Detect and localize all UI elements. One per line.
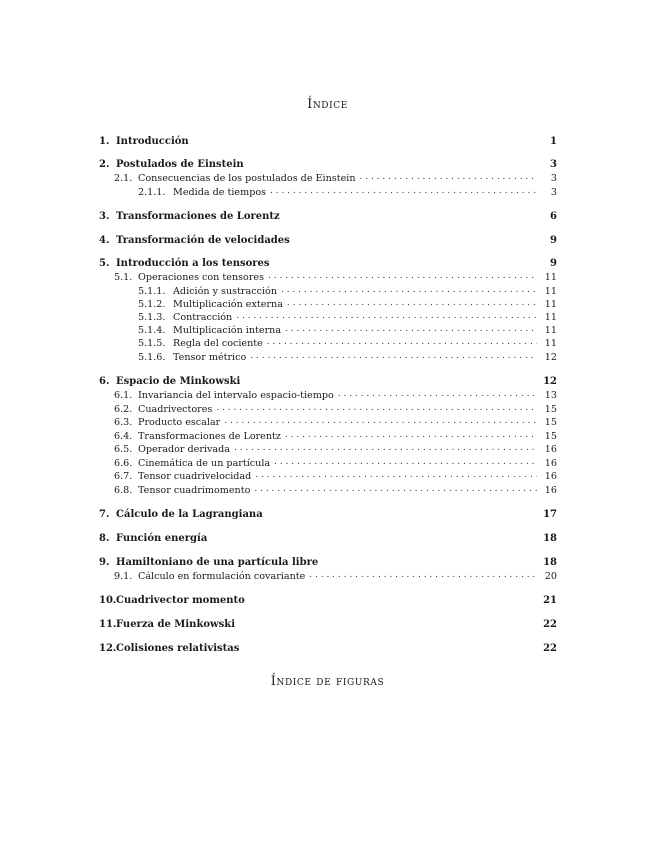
entry-page: 15 bbox=[544, 417, 557, 428]
entry-page: 15 bbox=[544, 404, 557, 415]
entry-number: 3. bbox=[99, 211, 110, 222]
leader-dots bbox=[285, 429, 537, 442]
toc-entry[interactable] bbox=[99, 594, 557, 607]
entry-title: Cálculo de la Lagrangiana bbox=[116, 509, 263, 520]
toc-entry[interactable] bbox=[99, 508, 557, 521]
toc-entry[interactable] bbox=[99, 470, 557, 483]
entry-title: Medida de tiempos bbox=[173, 187, 267, 198]
entry-number: 6.6. bbox=[114, 458, 133, 469]
entry-title: Tensor cuadrimomento bbox=[138, 485, 251, 496]
entry-number: 8. bbox=[99, 533, 110, 544]
entry-title: Cuadrivectores bbox=[138, 404, 213, 415]
entry-page: 22 bbox=[543, 619, 557, 630]
entry-page: 12 bbox=[544, 352, 557, 363]
toc-entry[interactable] bbox=[99, 618, 557, 631]
toc-entry[interactable] bbox=[99, 389, 557, 402]
entry-number: 6.1. bbox=[114, 390, 133, 401]
entry-title: Hamiltoniano de una partícula libre bbox=[116, 557, 319, 568]
toc-entry[interactable] bbox=[99, 337, 557, 350]
entry-number: 9.1. bbox=[114, 571, 133, 582]
entry-number: 6.8. bbox=[114, 485, 133, 496]
entry-page: 16 bbox=[544, 485, 557, 496]
entry-number: 5.1.5. bbox=[138, 338, 166, 349]
entry-page: 11 bbox=[544, 338, 557, 349]
leader-dots bbox=[224, 415, 537, 428]
entry-title: Tensor métrico bbox=[173, 352, 247, 363]
entry-page: 3 bbox=[550, 173, 557, 184]
leader-dots bbox=[285, 323, 537, 336]
entry-number: 4. bbox=[99, 235, 110, 246]
entry-number: 5.1.3. bbox=[138, 312, 166, 323]
toc-entry[interactable] bbox=[99, 186, 557, 199]
entry-number: 7. bbox=[99, 509, 110, 520]
toc-entry[interactable] bbox=[99, 271, 557, 284]
entry-title: Adición y sustracción bbox=[173, 286, 278, 297]
entry-number: 5.1.6. bbox=[138, 352, 166, 363]
entry-page: 17 bbox=[543, 509, 557, 520]
entry-title: Regla del cociente bbox=[173, 338, 263, 349]
toc-entry[interactable] bbox=[99, 443, 557, 456]
entry-number: 11. bbox=[99, 619, 117, 630]
leader-dots bbox=[254, 483, 537, 496]
leader-dots bbox=[267, 336, 537, 349]
entry-title: Operador derivada bbox=[138, 444, 231, 455]
entry-number: 6. bbox=[99, 376, 110, 387]
entry-number: 2.1. bbox=[114, 173, 133, 184]
entry-number: 6.3. bbox=[114, 417, 133, 428]
entry-number: 2. bbox=[99, 159, 110, 170]
entry-title: Multiplicación externa bbox=[173, 299, 283, 310]
leader-dots bbox=[216, 402, 537, 415]
leader-dots bbox=[250, 350, 537, 363]
leader-dots bbox=[255, 469, 537, 482]
leader-dots bbox=[234, 442, 537, 455]
entry-page: 16 bbox=[544, 444, 557, 455]
entry-number: 6.5. bbox=[114, 444, 133, 455]
entry-page: 18 bbox=[543, 557, 557, 568]
entry-title: Multiplicación interna bbox=[173, 325, 282, 336]
entry-page: 11 bbox=[544, 299, 557, 310]
entry-title: Función energía bbox=[116, 533, 208, 544]
entry-page: 9 bbox=[550, 235, 557, 246]
entry-number: 5.1.1. bbox=[138, 286, 166, 297]
table-of-contents bbox=[99, 0, 557, 848]
entry-title: Producto escalar bbox=[138, 417, 221, 428]
entry-number: 9. bbox=[99, 557, 110, 568]
entry-title: Cuadrivector momento bbox=[116, 595, 245, 606]
entry-number: 5.1.4. bbox=[138, 325, 166, 336]
toc-entry[interactable] bbox=[99, 556, 557, 569]
leader-dots bbox=[281, 284, 537, 297]
entry-page: 3 bbox=[550, 159, 557, 170]
entry-page: 9 bbox=[550, 258, 557, 269]
entry-title: Fuerza de Minkowski bbox=[116, 619, 236, 630]
entry-number: 5.1. bbox=[114, 272, 133, 283]
entry-page: 6 bbox=[550, 211, 557, 222]
toc-title: Índice bbox=[307, 97, 348, 112]
entry-page: 20 bbox=[544, 571, 557, 582]
toc-entry[interactable] bbox=[99, 351, 557, 364]
entry-number: 2.1.1. bbox=[138, 187, 166, 198]
entry-page: 16 bbox=[544, 471, 557, 482]
toc-entry[interactable] bbox=[99, 234, 557, 247]
entry-title: Espacio de Minkowski bbox=[116, 376, 241, 387]
entry-title: Introducción bbox=[116, 136, 189, 147]
entry-page: 1 bbox=[550, 136, 557, 147]
toc-entry[interactable] bbox=[99, 484, 557, 497]
entry-page: 11 bbox=[544, 272, 557, 283]
toc-entry[interactable] bbox=[99, 416, 557, 429]
entry-page: 12 bbox=[543, 376, 557, 387]
entry-page: 18 bbox=[543, 533, 557, 544]
toc-entry[interactable] bbox=[99, 642, 557, 655]
toc-entry[interactable] bbox=[99, 135, 557, 148]
entry-page: 3 bbox=[550, 187, 557, 198]
entry-title: Transformaciones de Lorentz bbox=[116, 211, 280, 222]
entry-page: 16 bbox=[544, 458, 557, 469]
entry-title: Colisiones relativistas bbox=[116, 643, 240, 654]
entry-title: Consecuencias de los postulados de Einstein bbox=[138, 173, 356, 184]
entry-title: Contracción bbox=[173, 312, 233, 323]
entry-number: 1. bbox=[99, 136, 110, 147]
entry-page: 21 bbox=[543, 595, 557, 606]
entry-page: 11 bbox=[544, 325, 557, 336]
figures-title: Índice de figuras bbox=[270, 674, 385, 689]
entry-title: Operaciones con tensores bbox=[138, 272, 265, 283]
leader-dots bbox=[274, 456, 537, 469]
leader-dots bbox=[236, 310, 537, 323]
toc-entry[interactable] bbox=[99, 210, 557, 223]
leader-dots bbox=[270, 185, 537, 198]
entry-number: 6.4. bbox=[114, 431, 133, 442]
entry-number: 12. bbox=[99, 643, 117, 654]
entry-title: Cinemática de un partícula bbox=[138, 458, 271, 469]
entry-title: Cálculo en formulación covariante bbox=[138, 571, 306, 582]
toc-entry[interactable] bbox=[99, 532, 557, 545]
leader-dots bbox=[268, 270, 537, 283]
toc-entry[interactable] bbox=[99, 375, 557, 388]
toc-entry[interactable] bbox=[99, 172, 557, 185]
entry-title: Postulados de Einstein bbox=[116, 159, 244, 170]
toc-entry[interactable] bbox=[99, 570, 557, 583]
entry-page: 11 bbox=[544, 312, 557, 323]
entry-title: Tensor cuadrivelocidad bbox=[138, 471, 252, 482]
entry-page: 22 bbox=[543, 643, 557, 654]
entry-title: Invariancia del intervalo espacio-tiempo bbox=[138, 390, 334, 401]
entry-title: Introducción a los tensores bbox=[116, 258, 270, 269]
toc-entry[interactable] bbox=[99, 257, 557, 270]
toc-entry[interactable] bbox=[99, 158, 557, 171]
entry-page: 13 bbox=[544, 390, 557, 401]
entry-title: Transformación de velocidades bbox=[116, 235, 290, 246]
entry-number: 6.2. bbox=[114, 404, 133, 415]
leader-dots bbox=[309, 569, 537, 582]
entry-number: 5. bbox=[99, 258, 110, 269]
leader-dots bbox=[287, 297, 537, 310]
leader-dots bbox=[360, 171, 538, 184]
leader-dots bbox=[338, 388, 537, 401]
entry-number: 5.1.2. bbox=[138, 299, 166, 310]
entry-title: Transformaciones de Lorentz bbox=[138, 431, 281, 442]
entry-page: 15 bbox=[544, 431, 557, 442]
entry-number: 10. bbox=[99, 595, 117, 606]
entry-number: 6.7. bbox=[114, 471, 133, 482]
entry-page: 11 bbox=[544, 286, 557, 297]
